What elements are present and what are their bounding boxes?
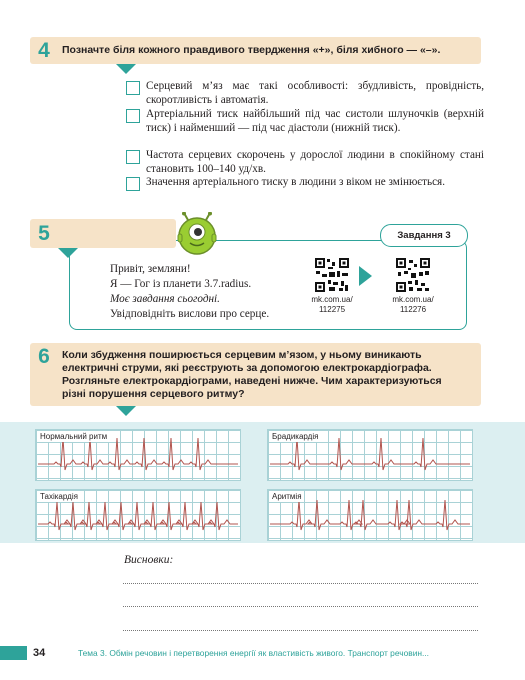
answer-checkbox-2[interactable] [126,109,140,123]
statement-text-3: Частота серцевих скорочень у дорослої людини в спокійному стані становить 100–140 уд/хв. [146,149,484,175]
page-number: 34 [33,647,46,659]
ecg-waveform [270,500,470,530]
statement-text-1: Серцевий м’яз має такі особливості: збудливість, провідність, скоротливість і автоматія. [146,80,484,106]
ecg-waveform [38,438,238,470]
greeting-line: Привіт, земляни! [110,263,191,275]
ecg-label-bradycardia: Брадикардія [272,432,319,441]
answer-line-3[interactable] [123,630,478,631]
ecg-panel-arrhythmia [267,489,473,541]
conclusions-label: Висновки: [124,554,174,566]
statement-4 [126,176,484,191]
ecg-panel-normal [35,429,241,481]
task-line: Моє завдання сьогодні. [110,293,220,305]
task-number-badge: Завдання 3 [380,224,468,247]
task4-header [30,37,481,64]
task5-pointer-icon [58,248,78,258]
intro-line: Я — Гог із планети 3.7.radius. [110,278,252,290]
qr-right-code: 112276 [399,305,427,314]
qr-right-url: mk.com.ua/ [392,295,434,304]
answer-checkbox-4[interactable] [126,177,140,191]
qr-code-right-icon[interactable] [395,257,431,293]
answer-line-1[interactable] [123,583,478,584]
footer-stripe [0,646,27,660]
ecg-panel-bradycardia [267,429,473,481]
answer-checkbox-3[interactable] [126,150,140,164]
ecg-label-normal: Нормальний ритм [40,432,108,441]
statement-2 [126,108,484,135]
task4-number: 4 [38,39,50,62]
task6-question: Коли збудження поширюється серцевим м’язом, у ньому виникають електричні струми, які реєструють за допомогою електрокардіографа. Розгляньте електрокардіограми, наведені нижче. Чим характеризуються різні порушення серцевого ритму? [62,349,442,400]
ecg-waveform [38,502,238,530]
task4-pointer-icon [116,64,136,74]
task5-header [30,219,176,248]
task4-instruction: Позначте біля кожного правдивого твердження «+», біля хибного — «–». [62,44,441,56]
ecg-panel-tachycardia [35,489,241,541]
ecg-label-arrhythmia: Аритмія [272,492,302,501]
task6-pointer-icon [116,406,136,416]
instruction-line: Увідповідніть вислови про серце. [110,308,270,320]
qr-code-left-icon[interactable] [314,257,350,293]
qr-right-caption [383,295,443,315]
ecg-label-tachycardia: Тахікардія [40,492,78,501]
task6-number: 6 [38,345,50,368]
running-title: Тема 3. Обмін речовин і перетворення енергії як властивість живого. Транспорт речовин... [78,648,429,658]
alien-message [110,262,269,322]
statement-1 [126,80,484,107]
qr-left-url: mk.com.ua/ [311,295,353,304]
task5-number: 5 [38,222,50,245]
alien-mascot-icon [174,212,220,256]
answer-line-2[interactable] [123,606,478,607]
statement-text-2: Артеріальний тиск найбільший під час систоли шлуночків (верхній тиск) і найменший — під час діастоли (нижній тиск). [146,108,484,134]
arrow-right-icon [359,266,372,286]
answer-checkbox-1[interactable] [126,81,140,95]
task6-header [30,343,481,406]
statement-text-4: Значення артеріального тиску в людини з віком не змінюється. [146,176,446,188]
statement-3 [126,149,484,176]
qr-left-caption [302,295,362,315]
ecg-waveform [270,438,470,470]
qr-left-code: 112275 [318,305,346,314]
